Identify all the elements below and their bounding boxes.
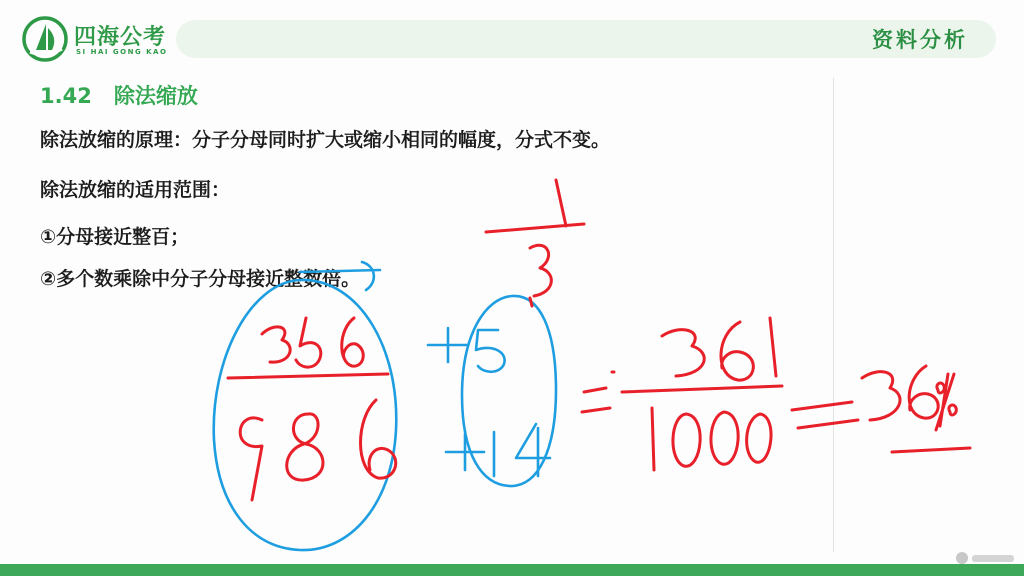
plus-five [428,328,505,372]
heading-number: 1.42 [40,84,92,108]
footer-bar [0,564,1024,576]
digits-986 [240,400,396,500]
logo [22,14,182,64]
fraction-bar-left [228,374,388,378]
watermark-icon [956,552,968,564]
equals-sign-2 [792,402,858,428]
watermark-bar [972,555,1014,562]
equals-sign-1 [582,388,610,412]
digits-361 [662,318,776,380]
percent-sign [936,374,956,430]
ellipse-right [462,296,556,486]
scope-line: 除法放缩的适用范围： [40,179,231,201]
fraction-bar-right [622,386,782,392]
blue-ink-strokes [214,262,556,550]
scope-item-2: ②多个数乘除中分子分母接近整数倍。 [40,268,361,290]
logo-subtitle: SI HAI GONG KAO [76,48,168,56]
one-third [486,180,584,306]
divider-line [833,78,834,552]
digits-36 [862,366,938,420]
digits-1000 [652,408,771,470]
sail-logo-icon [22,16,70,62]
plus-fourteen [446,424,550,476]
page-title [40,80,198,110]
logo-name: 四海公考 [74,25,167,50]
section-title: 资料分析 [872,28,968,52]
scope-item-1: ①分母接近整百； [40,226,190,248]
principle-line: 除法放缩的原理：分子分母同时扩大或缩小相同的幅度，分式不变。 [40,129,611,151]
ellipse-left [214,280,397,550]
underline [892,448,970,452]
heading-title: 除法缩放 [113,84,198,108]
red-ink-strokes [228,180,970,500]
digits-356 [262,318,363,367]
